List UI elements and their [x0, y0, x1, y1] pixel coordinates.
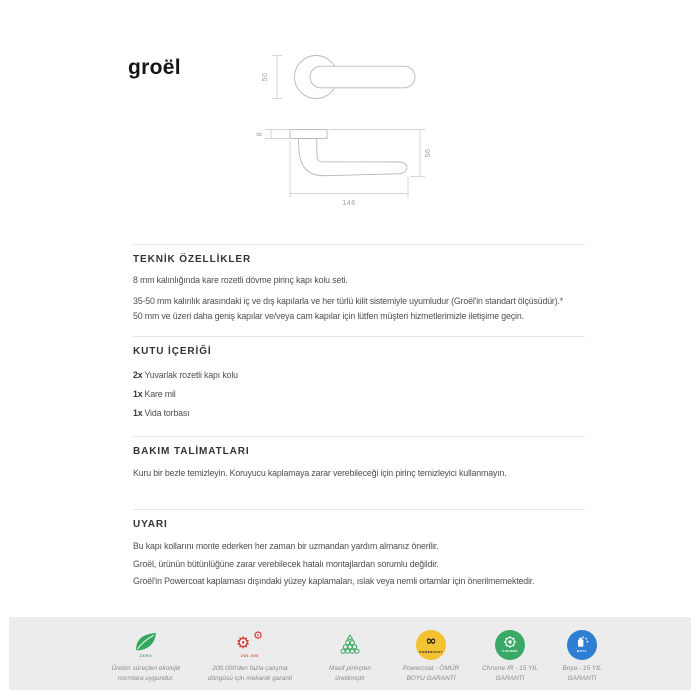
warning-line: Groël, ürünün bütünlüğüne zarar verebilecek hatalı montajlardan sorumlu değildir.	[133, 558, 439, 569]
section-title: KUTU İÇERİĞİ	[133, 346, 212, 357]
icon-caption: BOYA	[577, 649, 587, 654]
section-title: BAKIM TALİMATLARI	[133, 446, 250, 457]
caption-line: Boya - 15 YIL	[562, 665, 602, 672]
certifications-footer	[9, 617, 691, 690]
caption-line: 200.000'den fazla çalışma	[212, 665, 288, 672]
icon-caption: POWERCOAT	[419, 649, 443, 654]
section-title: UYARI	[133, 519, 168, 530]
badge-mechanical-warranty	[192, 627, 308, 684]
box-content-item	[133, 407, 585, 419]
brand-logo: groël	[128, 56, 181, 79]
caption-line: GARANTİ	[567, 674, 597, 682]
caption-line: Masif pirinçten	[329, 665, 371, 672]
item-qty: 1x	[133, 389, 143, 399]
icon-caption: 200.000	[240, 653, 260, 658]
paragraph: 8 mm kalınlığında kare rozetli dövme pirinç kapı kolu seti.	[133, 275, 348, 285]
dim-label-8: 8	[256, 131, 264, 137]
badge-paint-warranty	[524, 627, 640, 684]
item-label: Yuvarlak rozetli kapı kolu	[144, 370, 238, 380]
technical-drawing	[255, 45, 440, 210]
dim-label-56: 56	[425, 148, 432, 158]
content-sections	[133, 244, 585, 597]
caption-line: Chrome IR - 15 YIL	[482, 665, 538, 672]
caption-line: normlara uygundur.	[117, 674, 175, 682]
badge-caption	[88, 664, 204, 684]
caption-line: Üretim süreçleri ekolojik	[111, 665, 181, 672]
warning-line: Groël'in Powercoat kaplaması dışındaki yüzey kaplamaları, ıslak veya nemli ortamlar için önerilmemektedir.	[133, 576, 535, 586]
item-label: Kare mil	[144, 389, 176, 399]
rosette-icon	[504, 636, 516, 648]
drawing-top-view	[262, 56, 415, 99]
caption-line: üretilmiştir	[335, 674, 365, 682]
item-qty: 2x	[133, 370, 143, 380]
dim-label-50: 50	[262, 72, 269, 82]
spray-icon	[576, 636, 589, 648]
dim-label-146: 146	[342, 200, 356, 207]
warning-line: Bu kapı kollarını monte ederken her zaman bir uzmandan yardım almanız önerilir.	[133, 541, 439, 551]
caption-line: GARANTİ	[495, 674, 525, 682]
leaf-icon	[88, 627, 204, 662]
badge-eco	[88, 627, 204, 684]
gears-icon	[192, 627, 308, 662]
gear-icon: ⚙	[236, 632, 251, 652]
badge-caption	[192, 664, 308, 684]
paragraph: 50 mm ve üzeri daha geniş kapılar ve/veya cam kapılar için lütfen müşteri hizmetlerimizle iletişime geçin.	[133, 311, 524, 321]
paragraph: 35-50 mm kalınlık arasındaki iç ve dış kapılarla ve her türlü kilit sistemiyle uyumludur (Groël'in standart ölçüsüdür).*	[133, 296, 564, 306]
paint-badge	[524, 627, 640, 662]
section-uyari	[133, 509, 585, 597]
section-teknik-ozellikler	[133, 244, 585, 336]
badge-caption	[524, 664, 640, 684]
gear-icon: ⚙	[253, 628, 263, 642]
infinity-icon: ∞	[425, 634, 437, 650]
paragraph: Kuru bir bezle temizleyin. Koruyucu kaplamaya zarar verebileceği için pirinç temizleyici kullanmayın.	[133, 468, 507, 478]
icon-caption: ZERO	[139, 654, 153, 658]
caption-line: BOYU GARANTİ	[406, 674, 456, 682]
section-title: TEKNİK ÖZELLİKLER	[133, 254, 252, 265]
item-qty: 1x	[133, 408, 143, 418]
box-content-item	[133, 388, 585, 400]
drawing-side-view	[257, 130, 433, 208]
section-kutu-icerigi	[133, 336, 585, 436]
box-content-item	[133, 369, 585, 381]
caption-line: döngüsü için mekanik garanti	[207, 674, 293, 682]
section-bakim-talimatlari	[133, 436, 585, 509]
icon-caption: CHROME	[502, 649, 518, 654]
item-label: Vida torbası	[144, 408, 190, 418]
caption-line: Powercoat - ÖMÜR	[402, 665, 460, 672]
